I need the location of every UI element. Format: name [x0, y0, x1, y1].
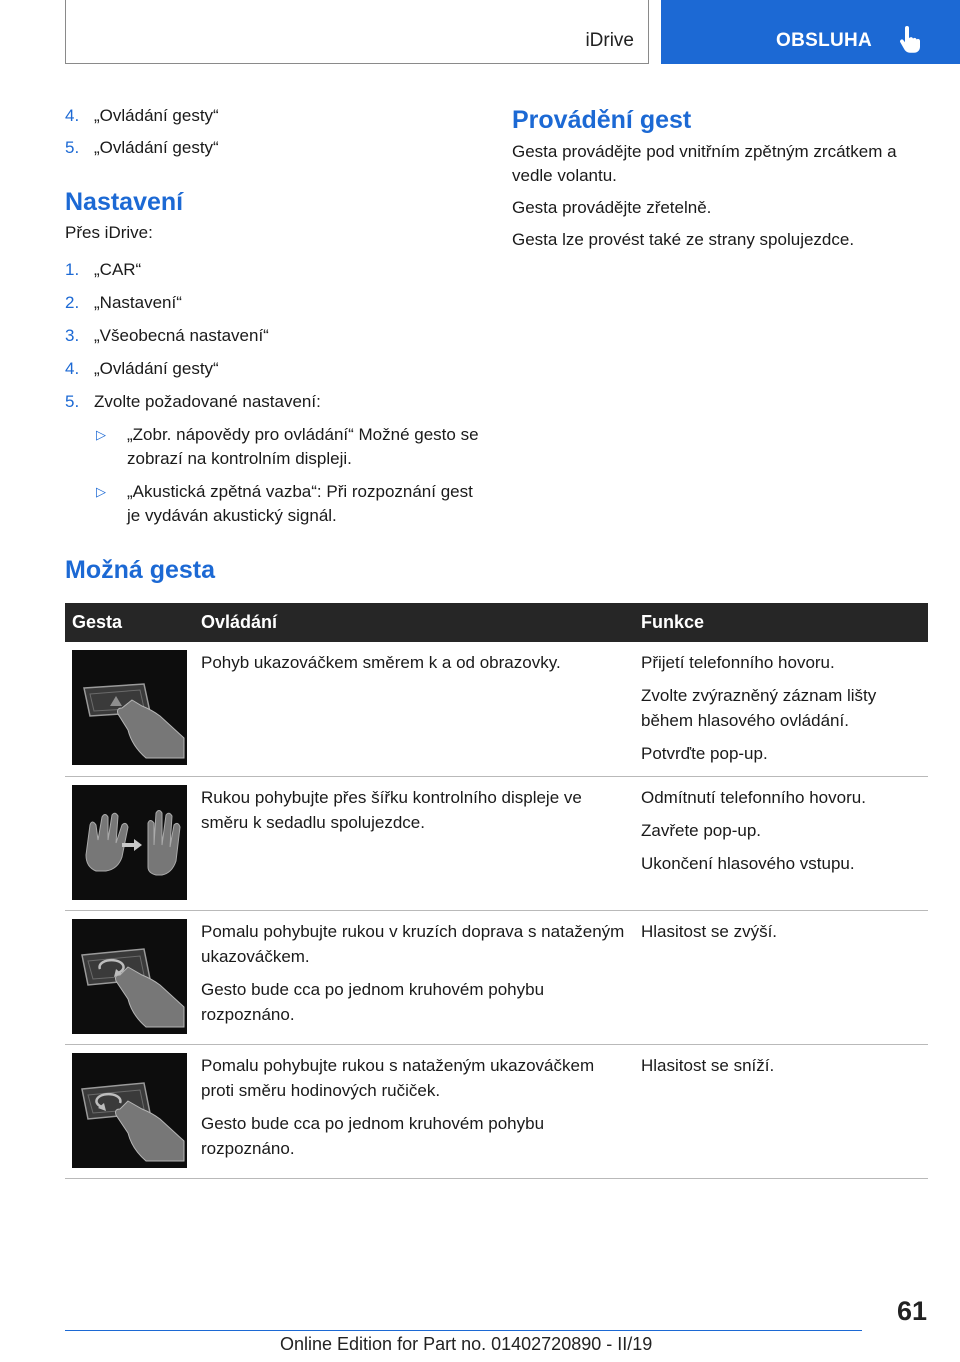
edition-note: Online Edition for Part no. 01402720890 - II/19: [280, 1334, 653, 1354]
header-section: iDrive: [585, 30, 634, 51]
function-text: Ukončení hlasového vstupu.: [641, 854, 855, 873]
function-text: Zvolte zvýrazněný záznam lišty během hlasového ovládání.: [641, 686, 877, 730]
point-toward-screen-icon: [72, 650, 187, 765]
possible-gestures-heading: Možná gesta: [65, 556, 216, 584]
control-text: Gesto bude cca po jednom kruhovém pohybu rozpoznáno.: [201, 980, 545, 1024]
table-row: [65, 642, 928, 777]
function-text: Přijetí telefonního hovoru.: [641, 653, 835, 672]
control-text: Gesto bude cca po jednom kruhovém pohybu rozpoznáno.: [201, 1114, 545, 1158]
table-row: [65, 1045, 928, 1179]
table-row: [65, 911, 928, 1045]
option-item: ▷ „Zobr. nápovědy pro ovládání“ Možné gesto se zobrazí na kontrolním displeji.: [94, 423, 479, 471]
header-chapter: OBSLUHA: [776, 30, 873, 51]
step-item: 2. „Nastavení“: [65, 293, 182, 312]
control-text: Pohyb ukazováčkem směrem k a od obrazovky.: [201, 653, 561, 672]
paragraph: Gesta provádějte zřetelně.: [512, 198, 712, 217]
header-chapter-box: [661, 0, 960, 64]
control-text: Pomalu pohybujte rukou v kruzích doprava s nataženým ukazováčkem.: [201, 922, 625, 966]
control-text: Rukou pohybujte přes šířku kontrolního displeje ve směru k sedadlu spolujezdce.: [201, 788, 582, 832]
option-item: ▷ „Akustická zpětná vazba“: Při rozpoznání gest je vydáván akustický signál.: [94, 480, 479, 528]
settings-heading: Nastavení: [65, 188, 184, 216]
paragraph: Gesta provádějte pod vnitřním zpětným zrcátkem a vedle volantu.: [512, 142, 897, 185]
column-header: Funkce: [634, 603, 928, 642]
left-column: [65, 104, 479, 528]
table-header-row: [65, 603, 928, 642]
swipe-hand-icon: [72, 785, 187, 900]
settings-intro: Přes iDrive:: [65, 223, 153, 242]
triangle-bullet-icon: ▷: [96, 427, 106, 442]
list-item: 4. „Ovládání gesty“: [65, 106, 219, 125]
step-item: 5. Zvolte požadované nastavení:: [65, 392, 321, 411]
footer-divider: [65, 1330, 862, 1331]
step-item: 1. „CAR“: [65, 260, 142, 279]
function-text: Zavřete pop-up.: [641, 821, 762, 840]
page-number: 61: [896, 1296, 927, 1326]
rotate-clockwise-icon: [72, 919, 187, 1034]
table-row: [65, 777, 928, 911]
rotate-counterclockwise-icon: [72, 1053, 187, 1168]
paragraph: Gesta lze provést také ze strany spolujezdce.: [512, 230, 855, 249]
column-header: Gesta: [65, 603, 194, 642]
function-text: Potvrďte pop-up.: [641, 744, 768, 763]
performing-gestures-heading: Provádění gest: [512, 106, 692, 134]
header-section-box: [65, 0, 649, 64]
pointing-hand-icon: [898, 26, 922, 54]
function-text: Odmítnutí telefonního hovoru.: [641, 788, 866, 807]
column-header: Ovládání: [194, 603, 634, 642]
gestures-table: [65, 603, 928, 1179]
triangle-bullet-icon: ▷: [96, 484, 106, 499]
right-column: [512, 104, 932, 252]
function-text: Hlasitost se sníží.: [641, 1056, 775, 1075]
function-text: Hlasitost se zvýší.: [641, 922, 778, 941]
step-item: 3. „Všeobecná nastavení“: [65, 326, 269, 345]
control-text: Pomalu pohybujte rukou s nataženým ukazováčkem proti směru hodinových ručiček.: [201, 1056, 595, 1100]
list-item: 5. „Ovládání gesty“: [65, 138, 219, 157]
step-item: 4. „Ovládání gesty“: [65, 359, 219, 378]
